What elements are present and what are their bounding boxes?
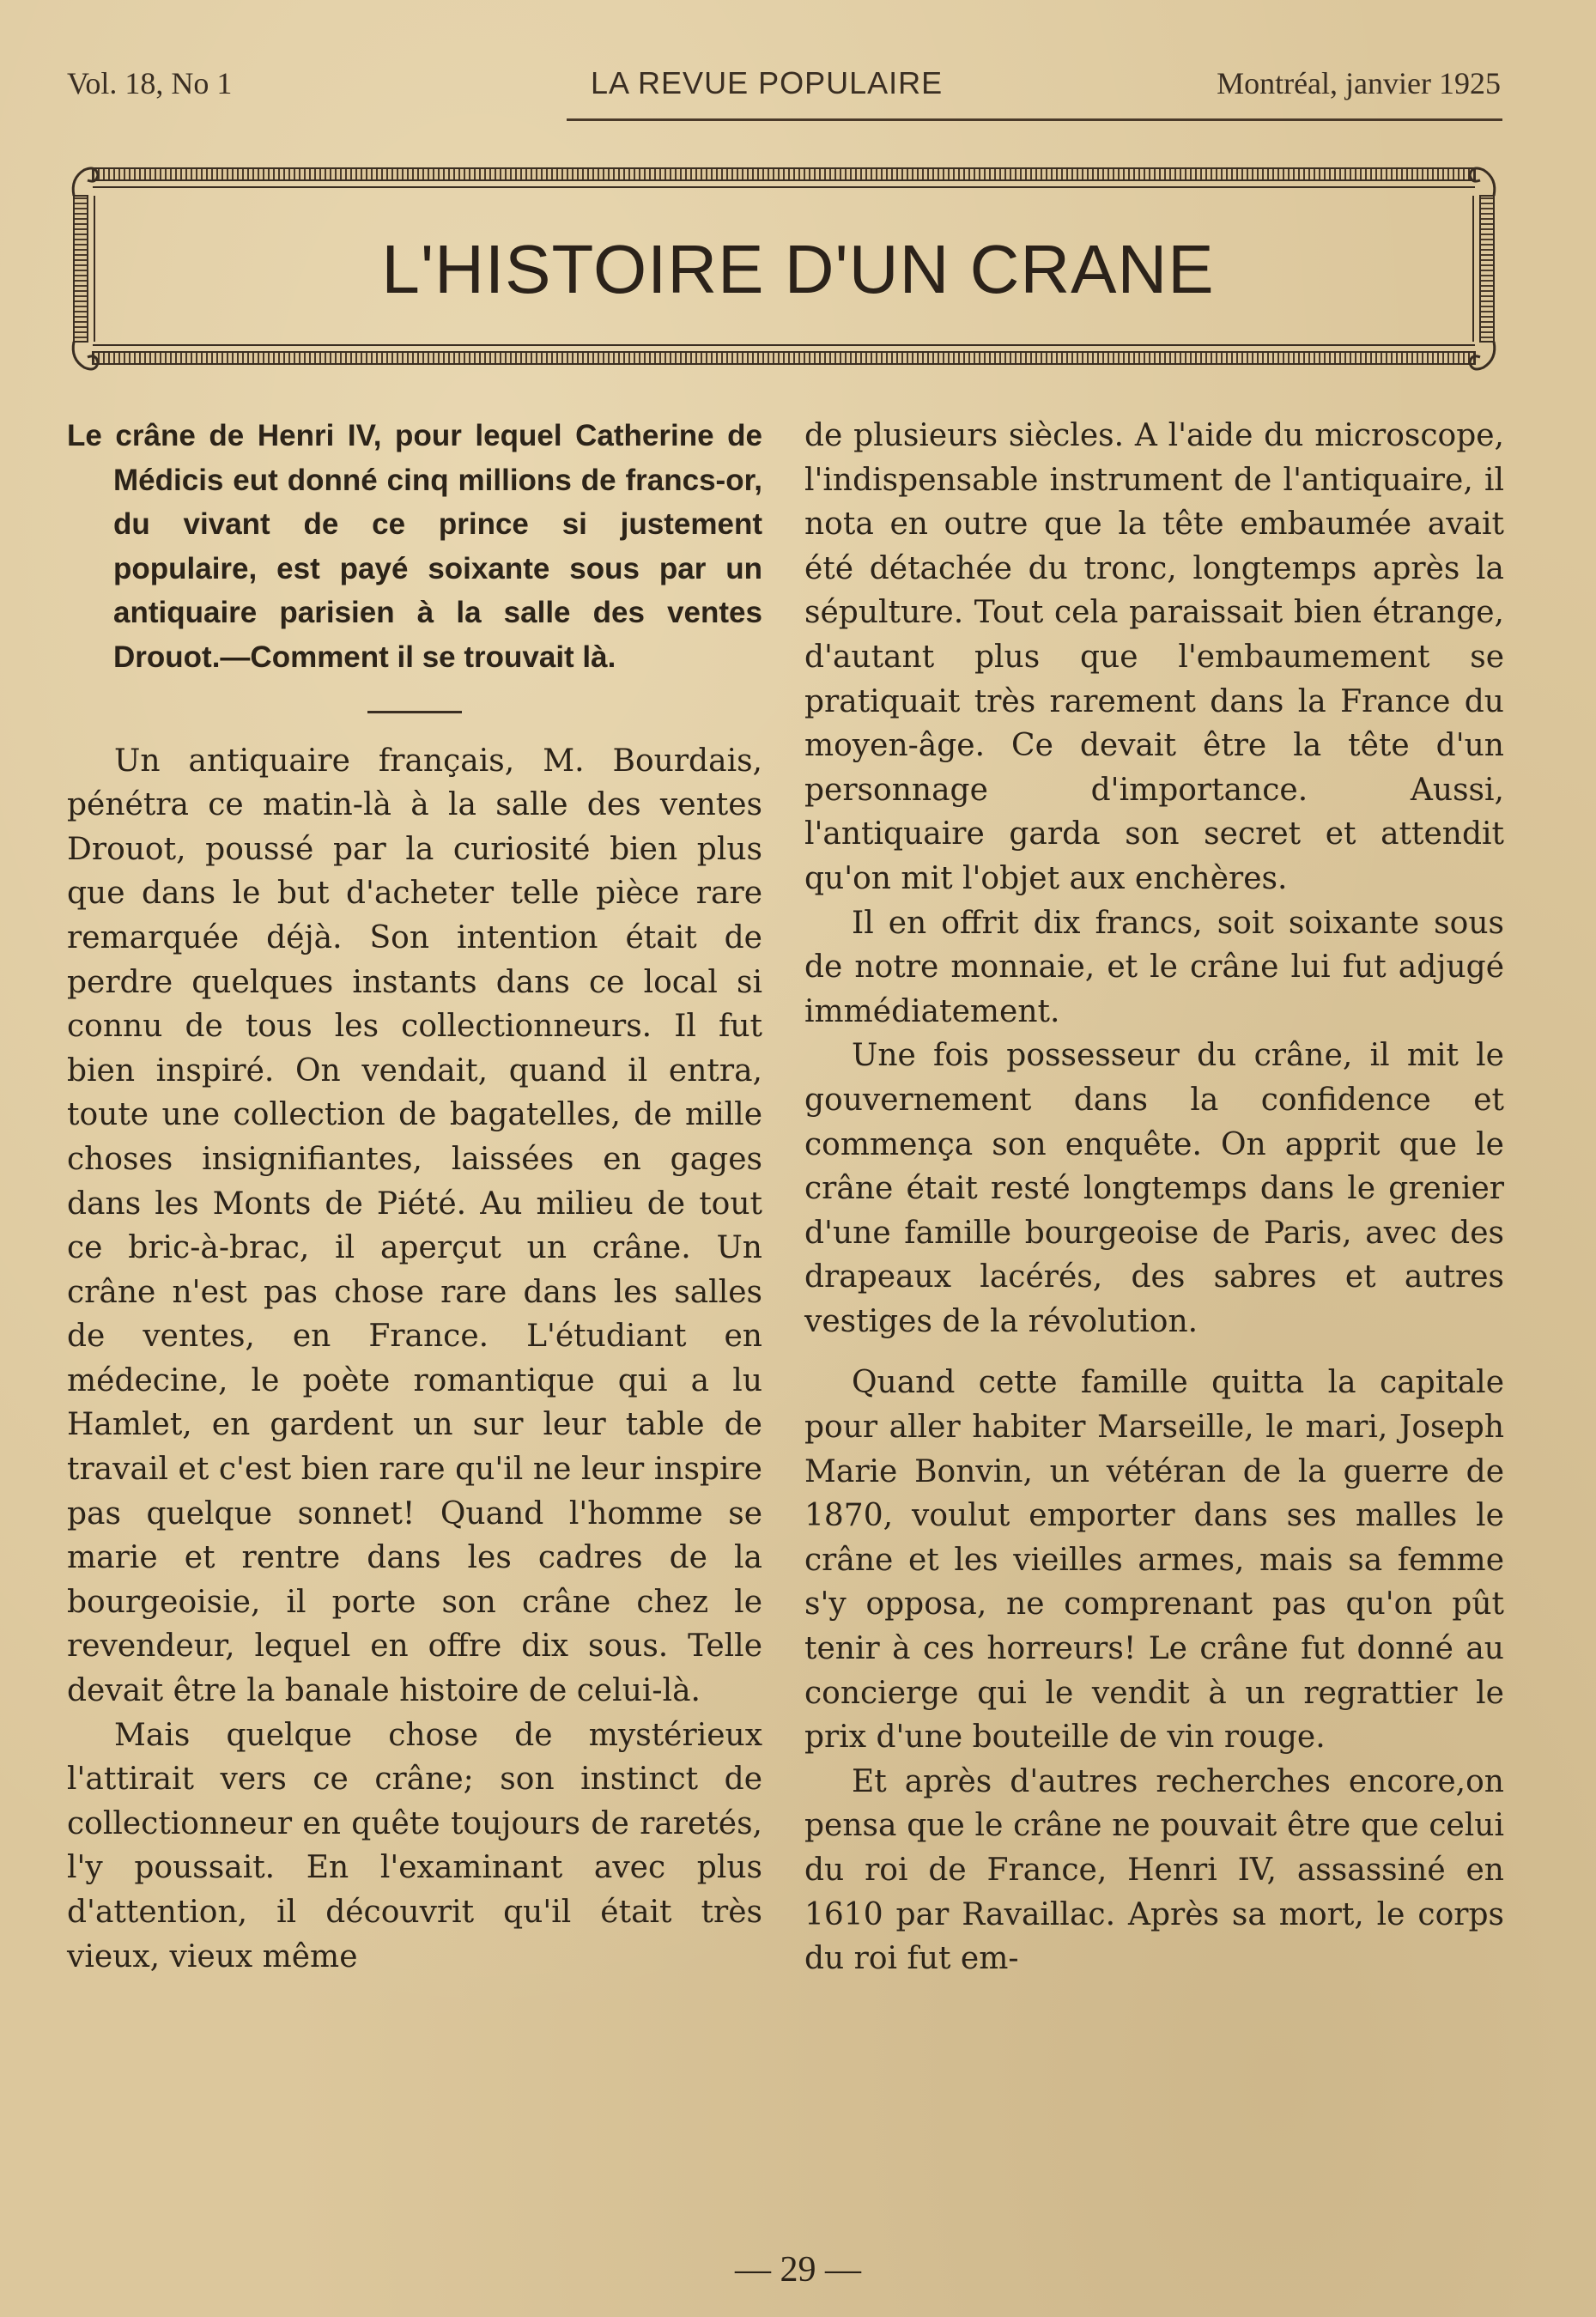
paragraph: Et après d'autres recherches encore,on pensa que le crâne ne pouvait être que celui du roi de France, Henri IV, assassiné en 1610 par Ravaillac. Après sa mort, le corps du roi fut em- xyxy=(804,1763,1504,1977)
page-header xyxy=(67,58,1501,110)
paragraph: Quand cette famille quitta la capitale pour aller habiter Marseille, le mari, Joseph Marie Bonvin, un vétéran de la guerre de 1870, voulut emporter dans ses malles le crâne et les vieilles armes, mais sa femme s'y opposa, ne comprenant pas qu'on pût tenir à ces horreurs! Le crâne fut donné au concierge qui le vendit à un regrattier le prix d'une bouteille de vin rouge. xyxy=(804,1365,1504,1756)
volume-number: Vol. 18, No 1 xyxy=(67,66,233,100)
article-lead: Le crâne de Henri IV, pour lequel Catherine de Médicis eut donné cinq millions de francs-or, du vivant de ce prince si justement populaire, est payé soixante sous par un antiquaire parisien à la salle des ventes Drouot.—Comment il se trouvait là. xyxy=(67,419,762,674)
paragraph: Une fois possesseur du crâne, il mit le gouvernement dans la confidence et commença son enquête. On apprit que le crâne était resté longtemps dans le grenier d'une famille bourgeoise de Paris, avec des drapeaux lacérés, des sabres et autres vestiges de la révolution. xyxy=(804,1038,1504,1339)
paragraph: de plusieurs siècles. A l'aide du microscope, l'indispensable instrument de l'antiquaire, il nota en outre que la tête embaumée avait été détachée du tronc, longtemps après la sépulture. Tout cela paraissait bien étrange, d'autant plus que l'embaumement se pratiquait très rarement dans la France du moyen-âge. Ce devait être la tête d'un personnage d'importance. Aussi, l'antiquaire garda son secret et attendit qu'on mit l'objet aux enchères. xyxy=(804,418,1504,896)
header-rule xyxy=(567,118,1502,121)
paragraph: Un antiquaire français, M. Bourdais, pénétra ce matin-là à la salle des ventes Drouot, poussé par la curiosité bien plus que dans le but d'acheter telle pièce rare remarquée déjà. Son intention était de perdre quelques instants dans ce local si connu de tous les collectionneurs. Il fut bien inspiré. On vendait, quand il entra, toute une collection de bagatelles, de mille choses insignifiantes, laissées en gages dans les Monts de Piété. Au milieu de tout ce bric-à-brac, il aperçut un crâne. Un crâne n'est pas chose rare dans les salles de ventes, en France. L'étudiant en médecine, le poète romantique qui a lu Hamlet, en gardent un sur leur table de travail et c'est bien rare qu'il ne leur inspire pas quelque sonnet! Quand l'homme se marie et rentre dans les cadres de la bourgeoisie, il porte son crâne chez le revendeur, lequel en offre dix sous. Telle devait être la banale histoire de celui-là. xyxy=(67,743,762,1709)
page-number: — 29 — xyxy=(735,2250,861,2290)
paragraph-gap xyxy=(804,1343,1504,1361)
paragraph: Il en offrit dix francs, soit soixante sous de notre monnaie, et le crâne lui fut adjugé immédiatement. xyxy=(804,905,1504,1029)
right-column xyxy=(804,414,1504,1981)
publication-name: LA REVUE POPULAIRE xyxy=(591,65,944,100)
section-separator xyxy=(367,711,462,713)
issue-date: Montréal, janvier 1925 xyxy=(1217,66,1501,100)
paragraph: Mais quelque chose de mystérieux l'attirait vers ce crâne; son instinct de collectionneur en quête toujours de raretés, l'y poussait. En l'examinant avec plus d'attention, il découvrit qu'il était très vieux, vieux même xyxy=(67,1717,762,1974)
article-title: L'HISTOIRE D'UN CRANE xyxy=(381,231,1215,307)
left-column xyxy=(67,414,762,1979)
